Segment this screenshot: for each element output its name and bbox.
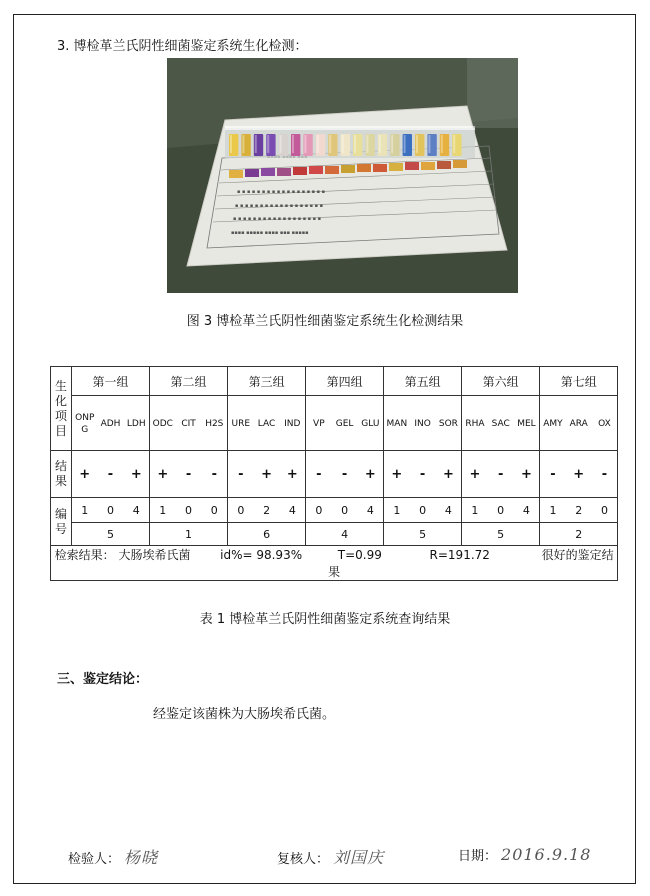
tube-highlight bbox=[267, 135, 269, 153]
section-title: 3. 博检革兰氏阴性细菌鉴定系统生化检测： bbox=[57, 39, 308, 54]
tube-highlight bbox=[292, 135, 294, 153]
inspector-sig: 杨晓 bbox=[124, 848, 159, 867]
tube-highlight bbox=[404, 135, 406, 153]
tube-highlight bbox=[391, 135, 393, 153]
reviewer-signature bbox=[277, 845, 384, 868]
code-cell: GLU bbox=[358, 396, 384, 451]
svg-text:▪▪▪▪ ▪▪▪▪▪ ▪▪▪▪ ▪▪▪ ▪▪: ▪▪▪▪ ▪▪▪▪▪ ▪▪▪▪ ▪▪▪ ▪▪▪▪▪ bbox=[231, 230, 309, 236]
number-cell: 0 bbox=[228, 498, 254, 523]
code-cell: INO bbox=[410, 396, 436, 451]
number-cell: 1 bbox=[150, 498, 176, 523]
result-cell: + bbox=[384, 451, 410, 498]
search-label: 检索结果： bbox=[54, 548, 115, 562]
code-cell: AMY bbox=[540, 396, 566, 451]
tube-highlight bbox=[428, 135, 430, 153]
code-cell: OX bbox=[592, 396, 618, 451]
group-header-6: 第六组 bbox=[462, 367, 540, 396]
result-cell: + bbox=[280, 451, 306, 498]
conclusion-heading: 三、鉴定结论： bbox=[57, 672, 149, 687]
result-cell: - bbox=[202, 451, 228, 498]
number-cell: 1 bbox=[462, 498, 488, 523]
number-cell: 2 bbox=[254, 498, 280, 523]
group-header-4: 第四组 bbox=[306, 367, 384, 396]
code-cell: MAN bbox=[384, 396, 410, 451]
row-header-number: 编 号 bbox=[51, 498, 72, 546]
search-t: T=0.99 bbox=[337, 548, 382, 562]
group-code-cell: 5 bbox=[384, 523, 462, 546]
tube-highlight bbox=[280, 135, 282, 153]
number-cell: 2 bbox=[566, 498, 592, 523]
number-cell: 4 bbox=[436, 498, 462, 523]
code-row bbox=[51, 396, 618, 451]
result-cell: - bbox=[176, 451, 202, 498]
tube-highlight bbox=[416, 135, 418, 153]
result-cell: + bbox=[566, 451, 592, 498]
conclusion-text: 经鉴定该菌株为大肠埃希氏菌。 bbox=[153, 707, 336, 722]
biochemical-results-table bbox=[50, 366, 618, 581]
result-cell: - bbox=[332, 451, 358, 498]
code-cell: VP bbox=[306, 396, 332, 451]
number-cell: 4 bbox=[358, 498, 384, 523]
number-cell: 0 bbox=[592, 498, 618, 523]
result-cell: - bbox=[540, 451, 566, 498]
code-cell: ADH bbox=[98, 396, 124, 451]
tube-highlight bbox=[304, 135, 306, 153]
number-cell: 0 bbox=[488, 498, 514, 523]
result-cell: - bbox=[410, 451, 436, 498]
number-cell: 1 bbox=[540, 498, 566, 523]
result-row bbox=[51, 451, 618, 498]
group-code-cell: 5 bbox=[72, 523, 150, 546]
date-value: 2016.9.18 bbox=[501, 845, 592, 864]
row-header-biochem: 生 化 项 目 bbox=[51, 367, 72, 451]
svg-text:▪ ▪ ▪ ▪ ▪ ▪ ▪ ▪ ▪ ▪ ▪ ▪ ▪ ▪ ▪: ▪ ▪ ▪ ▪ ▪ ▪ ▪ ▪ ▪ ▪ ▪ ▪ ▪ ▪ ▪ ▪ ▪ ▪ bbox=[233, 216, 322, 222]
tube-highlight bbox=[453, 135, 455, 153]
photo-illustration bbox=[167, 58, 518, 293]
reviewer-label: 复核人： bbox=[277, 852, 330, 867]
group-header-2: 第二组 bbox=[150, 367, 228, 396]
result-cell: + bbox=[72, 451, 98, 498]
result-cell: + bbox=[254, 451, 280, 498]
group-header-3: 第三组 bbox=[228, 367, 306, 396]
group-code-cell: 1 bbox=[150, 523, 228, 546]
tube-highlight bbox=[242, 135, 244, 153]
number-cell: 4 bbox=[124, 498, 150, 523]
inspector-label: 检验人： bbox=[68, 852, 121, 867]
code-cell: IND bbox=[280, 396, 306, 451]
tube-highlight bbox=[230, 135, 232, 153]
figure-caption: 图 3 博检革兰氏阴性细菌鉴定系统生化检测结果 bbox=[186, 314, 464, 329]
code-cell: MEL bbox=[514, 396, 540, 451]
code-cell: CIT bbox=[176, 396, 202, 451]
tube-highlight bbox=[342, 135, 344, 153]
tube-highlight bbox=[317, 135, 319, 153]
result-cell: - bbox=[228, 451, 254, 498]
number-cell: 0 bbox=[410, 498, 436, 523]
number-cell: 0 bbox=[176, 498, 202, 523]
result-cell: + bbox=[462, 451, 488, 498]
result-cell: + bbox=[124, 451, 150, 498]
code-cell: LAC bbox=[254, 396, 280, 451]
date-signature bbox=[458, 845, 591, 864]
number-row bbox=[51, 498, 618, 523]
code-cell: LDH bbox=[124, 396, 150, 451]
number-cell: 0 bbox=[306, 498, 332, 523]
result-cell: - bbox=[592, 451, 618, 498]
number-cell: 1 bbox=[384, 498, 410, 523]
code-cell: SAC bbox=[488, 396, 514, 451]
group-code-row bbox=[51, 523, 618, 546]
number-cell: 0 bbox=[202, 498, 228, 523]
search-verdict: 很好的鉴定结果 bbox=[328, 548, 614, 579]
result-cell: - bbox=[98, 451, 124, 498]
reviewer-sig: 刘国庆 bbox=[333, 848, 385, 867]
code-cell: GEL bbox=[332, 396, 358, 451]
result-cell: + bbox=[358, 451, 384, 498]
svg-text:▪ ▪ ▪ ▪ ▪ ▪ ▪ ▪ ▪ ▪ ▪ ▪ ▪ ▪ ▪: ▪ ▪ ▪ ▪ ▪ ▪ ▪ ▪ ▪ ▪ ▪ ▪ ▪ ▪ ▪ ▪ ▪ ▪ bbox=[235, 203, 324, 209]
number-cell: 0 bbox=[98, 498, 124, 523]
table-caption: 表 1 博检革兰氏阴性细菌鉴定系统查询结果 bbox=[199, 612, 451, 627]
date-label: 日期： bbox=[458, 849, 498, 864]
group-header-5: 第五组 bbox=[384, 367, 462, 396]
tube-highlight bbox=[329, 135, 331, 153]
group-header-1: 第一组 bbox=[72, 367, 150, 396]
result-cell: + bbox=[514, 451, 540, 498]
code-cell: SOR bbox=[436, 396, 462, 451]
search-r: R=191.72 bbox=[429, 548, 490, 562]
svg-text:▪ ▪ ▪ ▪ ▪ ▪ ▪ ▪ ▪ ▪ ▪ ▪ ▪ ▪ ▪: ▪ ▪ ▪ ▪ ▪ ▪ ▪ ▪ ▪ ▪ ▪ ▪ ▪ ▪ ▪ ▪ ▪ ▪ bbox=[237, 189, 326, 195]
group-code-cell: 6 bbox=[228, 523, 306, 546]
group-code-cell: 2 bbox=[540, 523, 618, 546]
group-header-7: 第七组 bbox=[540, 367, 618, 396]
tube-highlight bbox=[255, 135, 257, 153]
number-cell: 1 bbox=[72, 498, 98, 523]
search-organism: 大肠埃希氏菌 bbox=[118, 548, 191, 562]
row-header-result: 结 果 bbox=[51, 451, 72, 498]
search-result-row bbox=[51, 546, 618, 581]
search-id: id%= 98.93% bbox=[220, 548, 303, 562]
result-cell: + bbox=[436, 451, 462, 498]
code-cell: H2S bbox=[202, 396, 228, 451]
number-cell: 4 bbox=[280, 498, 306, 523]
number-cell: 0 bbox=[332, 498, 358, 523]
tube-highlight bbox=[354, 135, 356, 153]
result-cell: - bbox=[488, 451, 514, 498]
tube-highlight bbox=[366, 135, 368, 153]
group-code-cell: 5 bbox=[462, 523, 540, 546]
inspector-signature bbox=[68, 845, 158, 868]
result-cell: - bbox=[306, 451, 332, 498]
number-cell: 4 bbox=[514, 498, 540, 523]
code-cell: ARA bbox=[566, 396, 592, 451]
code-cell: ODC bbox=[150, 396, 176, 451]
tube-highlight bbox=[441, 135, 443, 153]
code-cell: RHA bbox=[462, 396, 488, 451]
code-cell: URE bbox=[228, 396, 254, 451]
group-code-cell: 4 bbox=[306, 523, 384, 546]
result-cell: + bbox=[150, 451, 176, 498]
biochemical-test-photo bbox=[167, 58, 518, 293]
tube-highlight bbox=[379, 135, 381, 153]
code-cell: ONPG bbox=[72, 396, 98, 451]
